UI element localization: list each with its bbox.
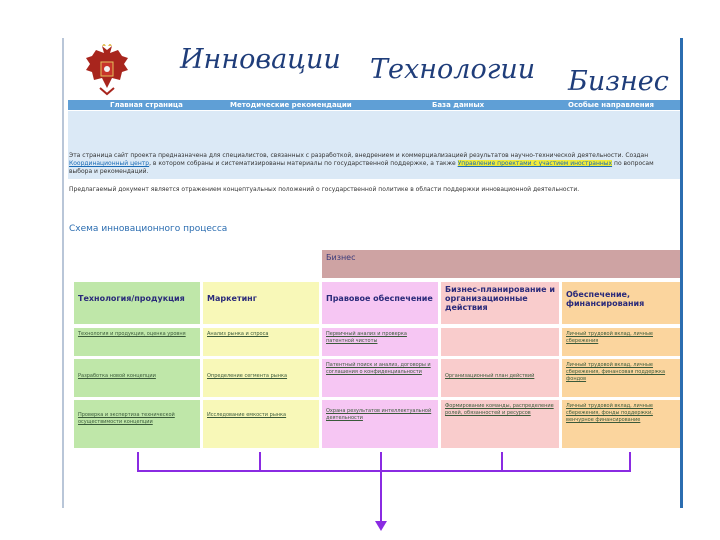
coordination-center-link[interactable]: Координационный центр	[69, 160, 150, 167]
main-nav	[68, 100, 680, 110]
cell-r1-tech[interactable]: Технология и продукция, оценка уровня	[74, 328, 200, 356]
cell-r2-marketing[interactable]: Определение сегмента рынка	[203, 359, 319, 397]
business-header: Бизнес	[322, 250, 680, 278]
cell-r1-legal[interactable]: Первичный анализ и проверка патентной чистоты	[322, 328, 438, 356]
site-header	[66, 40, 680, 100]
nav-item-home[interactable]: Главная страница	[110, 101, 183, 109]
cell-r2-finance[interactable]: Личный трудовой вклад, личные сбережения, финансовая поддержка фондов	[562, 359, 680, 397]
header-technology: Технология/продукция	[74, 282, 200, 324]
header-word-business: Бизнес	[568, 66, 669, 97]
header-bizplan: Бизнес-планирование и организационные действия	[441, 282, 559, 324]
slide-right-border	[680, 38, 683, 508]
cell-r3-marketing[interactable]: Исследование емкости рынка	[203, 400, 319, 448]
webpage	[66, 40, 680, 508]
cell-r3-legal[interactable]: Охрана результатов интеллектуальной деятельности	[322, 400, 438, 448]
nav-item-special[interactable]: Особые направления	[568, 101, 654, 109]
cell-r2-legal[interactable]: Патентный поиск и анализ, договоры и соглашения о конфиденциальности	[322, 359, 438, 397]
header-marketing: Маркетинг	[203, 282, 319, 324]
intro-paragraph-1: Эта страница сайт проекта предназначена для специалистов, связанных с разработкой, внедрением и коммерциализацией результатов научно-технической деятельности. Создан Координационный центр, в котором собраны и систематизированы материалы по государственной поддержке, а также Управление проектами с участием иностранных по вопросам выбора и рекомендаций.	[69, 152, 654, 175]
connector-finance	[629, 452, 631, 472]
cell-r3-tech[interactable]: Проверка и экспертиза технической осуществимости концепции	[74, 400, 200, 448]
header-word-technologies: Технологии	[370, 54, 536, 85]
arrow-down-icon	[375, 521, 387, 531]
header-legal: Правовое обеспечение	[322, 282, 438, 324]
cell-r2-tech[interactable]: Разработка новой концепции	[74, 359, 200, 397]
connector-marketing	[259, 452, 261, 472]
arrow-stem	[380, 470, 382, 522]
connector-horizontal	[137, 470, 631, 472]
connector-bizplan	[501, 452, 503, 472]
connector-tech	[137, 452, 139, 472]
project-management-link[interactable]: Управление проектами с участием иностранных	[457, 160, 613, 167]
nav-item-database[interactable]: База данных	[432, 101, 485, 109]
slide-left-border	[62, 38, 64, 508]
cell-r1-bizplan	[441, 328, 559, 356]
cell-r3-bizplan[interactable]: Формирование команды, распределение ролей, обязанностей и ресурсов	[441, 400, 559, 448]
nav-item-guidelines[interactable]: Методические рекомендации	[230, 101, 352, 109]
cell-r1-finance[interactable]: Личный трудовой вклад, личные сбережения	[562, 328, 680, 356]
header-word-innovations: Инновации	[180, 44, 341, 75]
cell-r2-bizplan[interactable]: Организационный план действий	[441, 359, 559, 397]
double-headed-eagle-icon	[82, 44, 132, 96]
cell-r1-marketing[interactable]: Анализ рынка и спроса	[203, 328, 319, 356]
cell-r3-finance[interactable]: Личный трудовой вклад, личные сбережения, фонды поддержки, венчурное финансирование	[562, 400, 680, 448]
intro-paragraph-2: Предлагаемый документ является отражением концептуальных положений о государственной политике в области поддержки инновационной деятельности.	[69, 186, 580, 193]
connector-legal	[380, 452, 382, 472]
section-title: Схема инновационного процесса	[69, 224, 228, 234]
header-finance: Обеспечение, финансирования	[562, 282, 680, 324]
